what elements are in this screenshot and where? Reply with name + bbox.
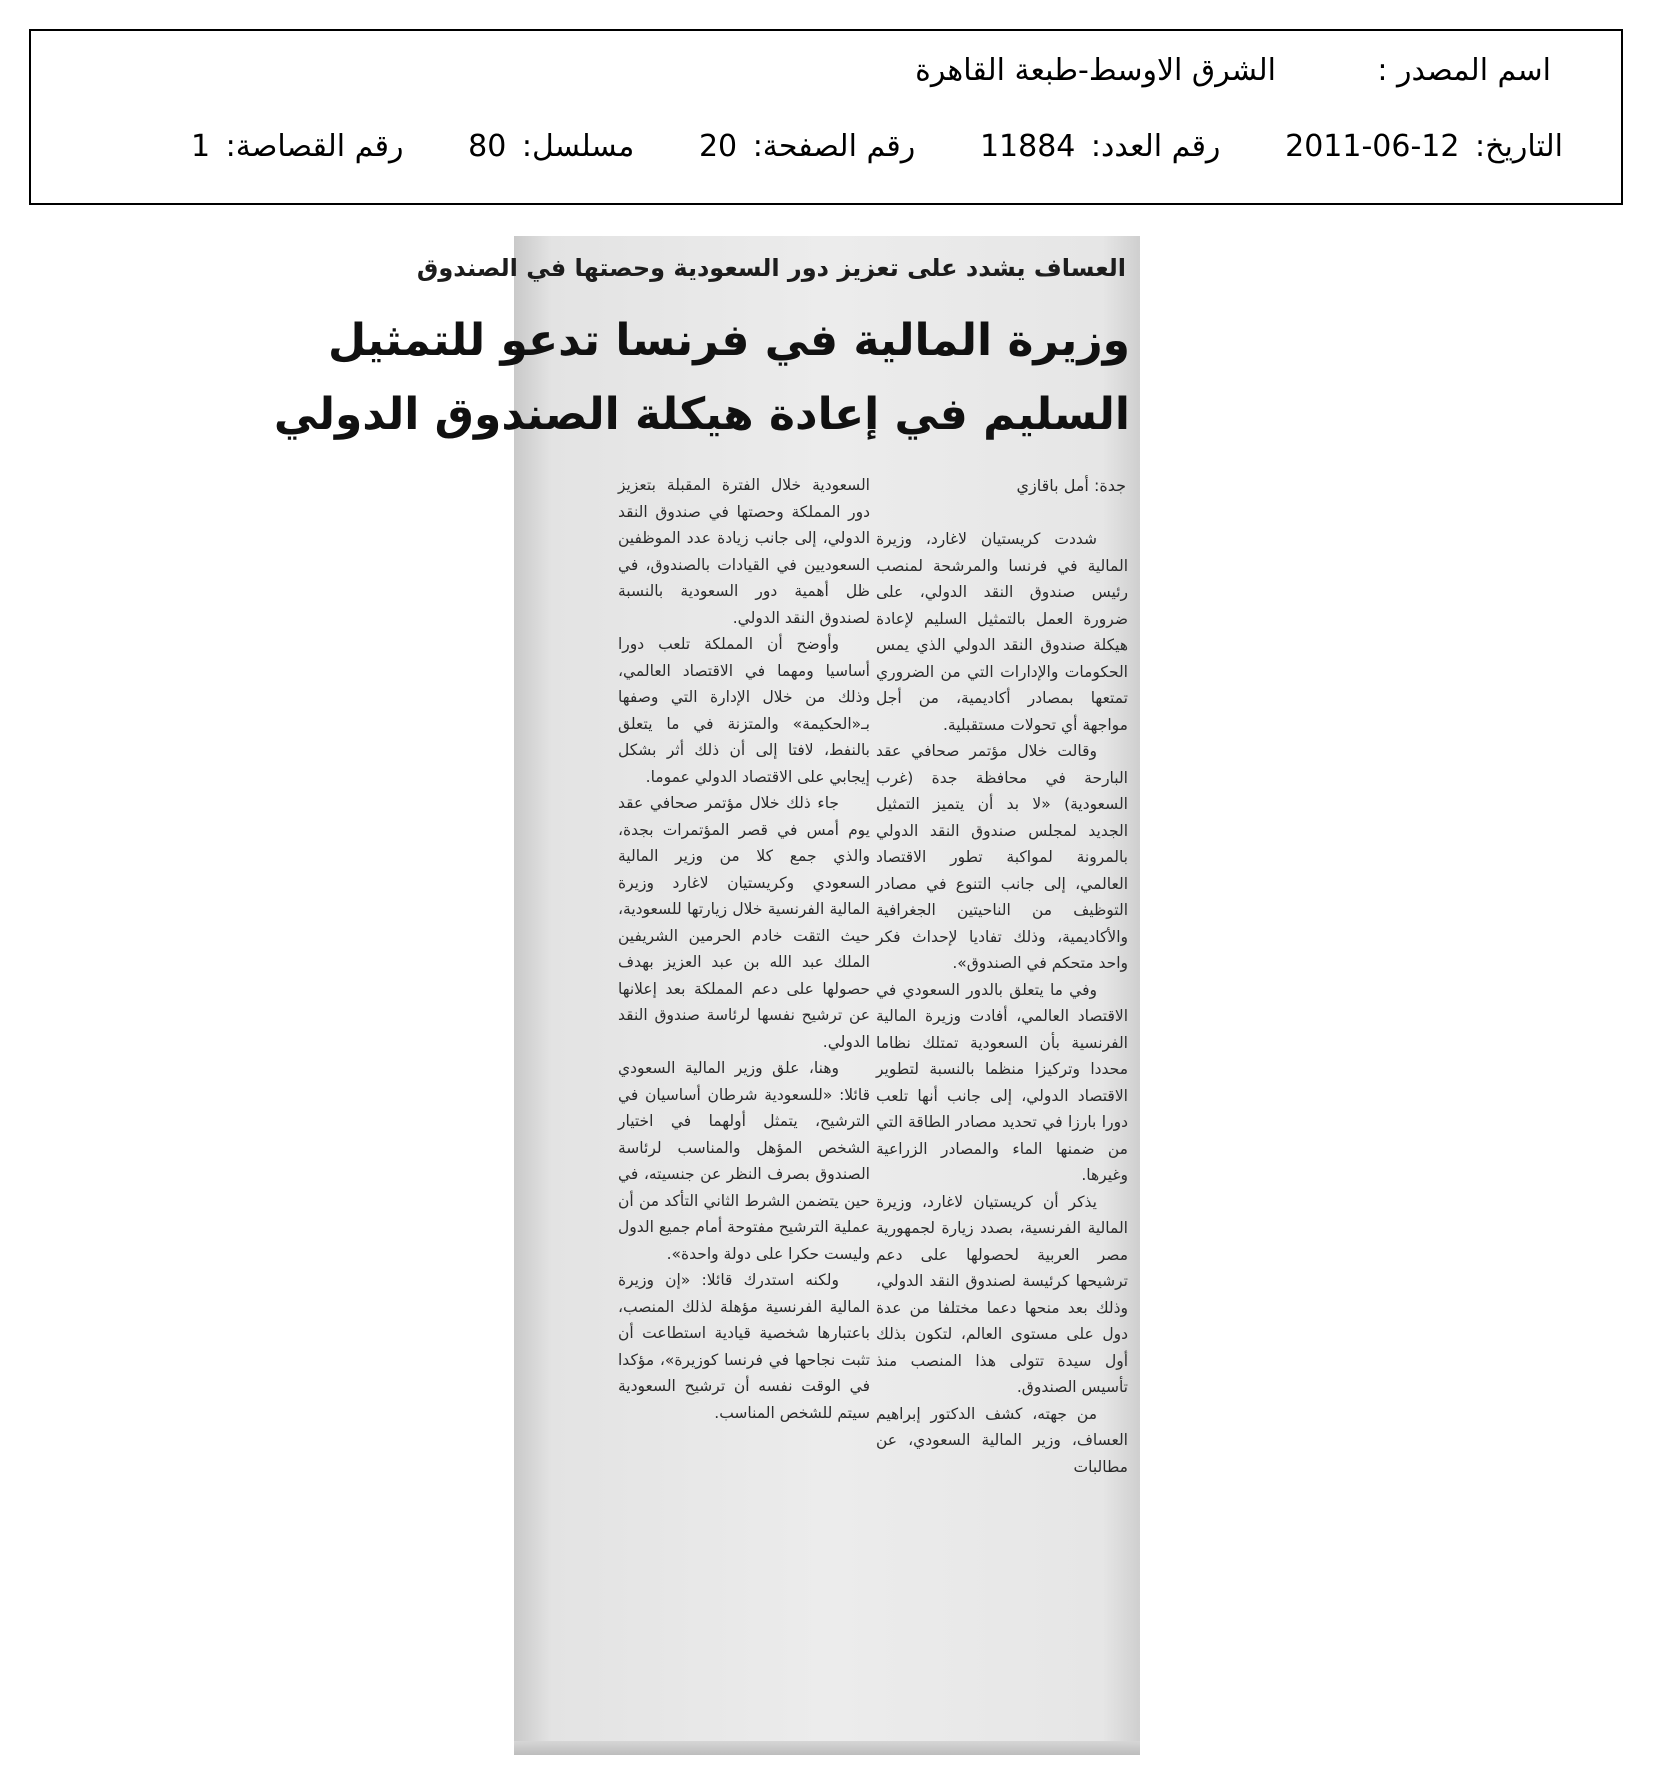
serial-field (468, 129, 634, 165)
article-headline (273, 304, 1130, 452)
paragraph: السعودية خلال الفترة المقبلة بتعزيز دور المملكة وحصتها في صندوق النقد الدولي، إلى جانب زيادة عدد الموظفين السعوديين في القيادات بالصندوق، في ظل أهمية دور السعودية بالنسبة لصندوق النقد الدولي. (618, 476, 870, 627)
headline-line-1: وزيرة المالية في فرنسا تدعو للتمثيل (328, 315, 1130, 366)
paragraph: وهنا، علق وزير المالية السعودي قائلا: «للسعودية شرطان أساسيان في الترشيح، يتمثل أولهما في اختيار الشخص المؤهل والمناسب لرئاسة الصندوق بصرف النظر عن جنسيته، في حين يتضمن الشرط الثاني التأكد من أن عملية الترشيح مفتوحة أمام جميع الدول وليست حكرا على دولة واحدة». (618, 1059, 870, 1263)
headline-line-2: السليم في إعادة هيكلة الصندوق الدولي (273, 389, 1130, 440)
date-field (1285, 129, 1563, 165)
source-label: اسم المصدر : (1377, 53, 1551, 88)
paragraph: وقالت خلال مؤتمر صحافي عقد البارحة في محافظة جدة (غرب السعودية) «لا بد أن يتميز التمثيل الجديد لمجلس صندوق النقد الدولي بالمرونة لمواكبة تطور الاقتصاد العالمي، إلى جانب التنوع في مصادر التوظيف من الناحيتين الجغرافية والأكاديمية، وذلك تفاديا لإحداث فكر واحد متحكم في الصندوق». (876, 742, 1128, 972)
issue-value: 11884 (979, 129, 1076, 164)
paragraph: ولكنه استدرك قائلا: «إن وزيرة المالية الفرنسية مؤهلة لذلك المنصب، باعتبارها شخصية قيادية استطاعت أن تثبت نجاحها في فرنسا كوزيرة»، مؤكدا في الوقت نفسه أن ترشيح السعودية سيتم للشخص المناسب. (618, 1271, 870, 1422)
paragraph: شددت كريستيان لاغارد، وزيرة المالية في فرنسا والمرشحة لمنصب رئيس صندوق النقد الدولي، على ضرورة العمل بالتمثيل السليم لإعادة هيكلة صندوق النقد الدولي الذي يمس الحكومات والإدارات التي من الضروري تمتعها بمصادر أكاديمية، من أجل مواجهة أي تحولات مستقبلية. (876, 530, 1128, 734)
paragraph: وأوضح أن المملكة تلعب دورا أساسيا ومهما في الاقتصاد العالمي، وذلك من خلال الإدارة التي وصفها بـ«الحكيمة» والمتزنة في ما يتعلق بالنفط، لافتا إلى أن ذلك أثر بشكل إيجابي على الاقتصاد الدولي عموما. (618, 635, 870, 786)
article-column-right (876, 526, 1128, 1735)
date-label: التاريخ: (1475, 129, 1563, 164)
clip-number-label: رقم القصاصة: (225, 129, 404, 164)
source-value: الشرق الاوسط-طبعة القاهرة (915, 53, 1276, 88)
date-value: 2011-06-12 (1285, 129, 1460, 164)
issue-field (980, 129, 1220, 165)
page-value: 20 (698, 129, 738, 164)
paragraph: جاء ذلك خلال مؤتمر صحافي عقد يوم أمس في قصر المؤتمرات بجدة، والذي جمع كلا من وزير المالية السعودي وكريستيان لاغارد وزيرة المالية الفرنسية خلال زيارتها للسعودية، حيث التقت خادم الحرمين الشريفين الملك عبد الله بن عبد العزيز بهدف حصولها على دعم المملكة بعد إعلانها عن ترشيح نفسها لرئاسة صندوق النقد الدولي. (618, 794, 870, 1051)
clipping-scan-edge (514, 1741, 1140, 1755)
page-label: رقم الصفحة: (752, 129, 916, 164)
article-kicker: العساف يشدد على تعزيز دور السعودية وحصتها في الصندوق (416, 254, 1126, 282)
serial-label: مسلسل: (521, 129, 635, 164)
clipping-metadata-box (29, 29, 1623, 205)
newspaper-clipping (273, 236, 1140, 1755)
paragraph: من جهته، كشف الدكتور إبراهيم العساف، وزير المالية السعودي، عن مطالبات (876, 1404, 1128, 1476)
serial-value: 80 (468, 129, 507, 164)
article-byline: جدة: أمل باقازي (1016, 476, 1126, 495)
issue-label: رقم العدد: (1090, 129, 1221, 164)
paragraph: وفي ما يتعلق بالدور السعودي في الاقتصاد العالمي، أفادت وزيرة المالية الفرنسية بأن السعودية تمتلك نظاما محددا وتركيزا منظما بالنسبة لتطوير الاقتصاد الدولي، إلى جانب أنها تلعب دورا بارزا في تحديد مصادر الطاقة التي من ضمنها الماء والمصادر الزراعية وغيرها. (876, 980, 1128, 1184)
paragraph: يذكر أن كريستيان لاغارد، وزيرة المالية الفرنسية، بصدد زيارة لجمهورية مصر العربية لحصولها على دعم ترشيحها كرئيسة لصندوق النقد الدولي، وذلك بعد منحها دعما مختلفا من عدة دول على مستوى العالم، لتكون بذلك أول سيدة تتولى هذا المنصب منذ تأسيس الصندوق. (876, 1192, 1128, 1396)
clip-number-value: 1 (191, 129, 211, 164)
details-row (191, 129, 1563, 165)
article-column-left (618, 472, 870, 1735)
source-row (915, 53, 1551, 89)
page-field (699, 129, 915, 165)
clip-number-field (191, 129, 403, 165)
